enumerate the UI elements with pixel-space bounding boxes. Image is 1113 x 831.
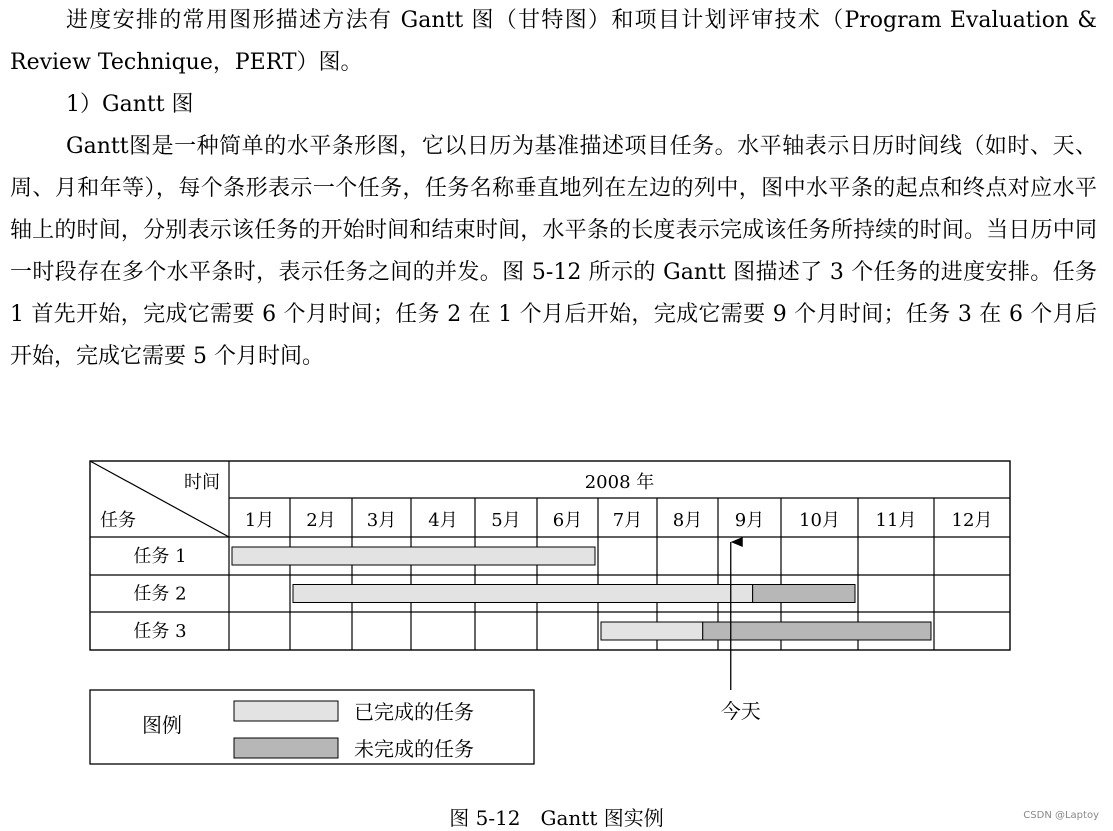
- gantt-description-paragraph: Gantt图是一种简单的水平条形图，它以日历为基准描述项目任务。水平轴表示日历时间线（如时、天、周、月和年等），每个条形表示一个任务，任务名称垂直地列在左边的列中，图中水平条的起点和终点对应水平轴上的时间，分别表示该任务的开始时间和结束时间，水平条的长度表示完成该任务所持续的时间。当日历中同一时段存在多个水平条时，表示任务之间的并发。图 5-12 所示的 Gantt 图描述了 3 个任务的进度安排。任务 1 首先开始，完成它需要 6 个月时间；任务 2 在 1 个月后开始，完成它需要 9 个月时间；任务 3 在 6 个月后开始，完成它需要 5 个月时间。: [10, 134, 1097, 369]
- task-bar-incomplete: [703, 622, 931, 640]
- gantt-bars: [232, 542, 931, 690]
- month-label: 10月: [799, 510, 840, 531]
- month-label: 12月: [951, 510, 993, 531]
- legend-completed-label: 已完成的任务: [354, 700, 474, 724]
- task-bar-incomplete: [753, 585, 855, 603]
- month-label: 2月: [306, 510, 336, 531]
- watermark: CSDN @Laptoy: [1023, 810, 1099, 821]
- legend-swatch-incomplete: [234, 738, 338, 758]
- figure-caption: 图 5-12 Gantt 图实例: [449, 806, 664, 830]
- month-label: 5月: [491, 510, 521, 531]
- legend-swatch-completed: [234, 701, 338, 721]
- task-bar-completed: [232, 547, 595, 565]
- month-label: 8月: [672, 510, 703, 531]
- month-label: 1月: [244, 510, 275, 531]
- month-label: 4月: [428, 510, 458, 531]
- legend-incomplete-label: 未完成的任务: [354, 737, 474, 761]
- intro-paragraph: 进度安排的常用图形描述方法有 Gantt 图（甘特图）和项目计划评审技术（Program Evaluation & Review Technique，PERT）图。: [10, 8, 1097, 75]
- task-label: 任务 3: [133, 621, 187, 642]
- legend-box: [90, 690, 534, 764]
- month-label: 7月: [612, 510, 643, 531]
- task-bar-completed: [601, 622, 703, 640]
- task-label: 任务 1: [133, 546, 187, 567]
- section-heading: 1）Gantt 图: [66, 92, 194, 117]
- month-label: 3月: [366, 510, 397, 531]
- month-label: 11月: [875, 510, 917, 531]
- today-label: 今天: [720, 699, 761, 723]
- header-time-label: 时间: [184, 472, 220, 493]
- month-label: 9月: [734, 510, 765, 531]
- task-bar-completed: [293, 585, 753, 603]
- year-label: 2008 年: [584, 472, 655, 493]
- header-task-label: 任务: [100, 510, 136, 531]
- month-label: 6月: [552, 510, 583, 531]
- task-label: 任务 2: [133, 583, 187, 605]
- legend-title: 图例: [142, 713, 182, 737]
